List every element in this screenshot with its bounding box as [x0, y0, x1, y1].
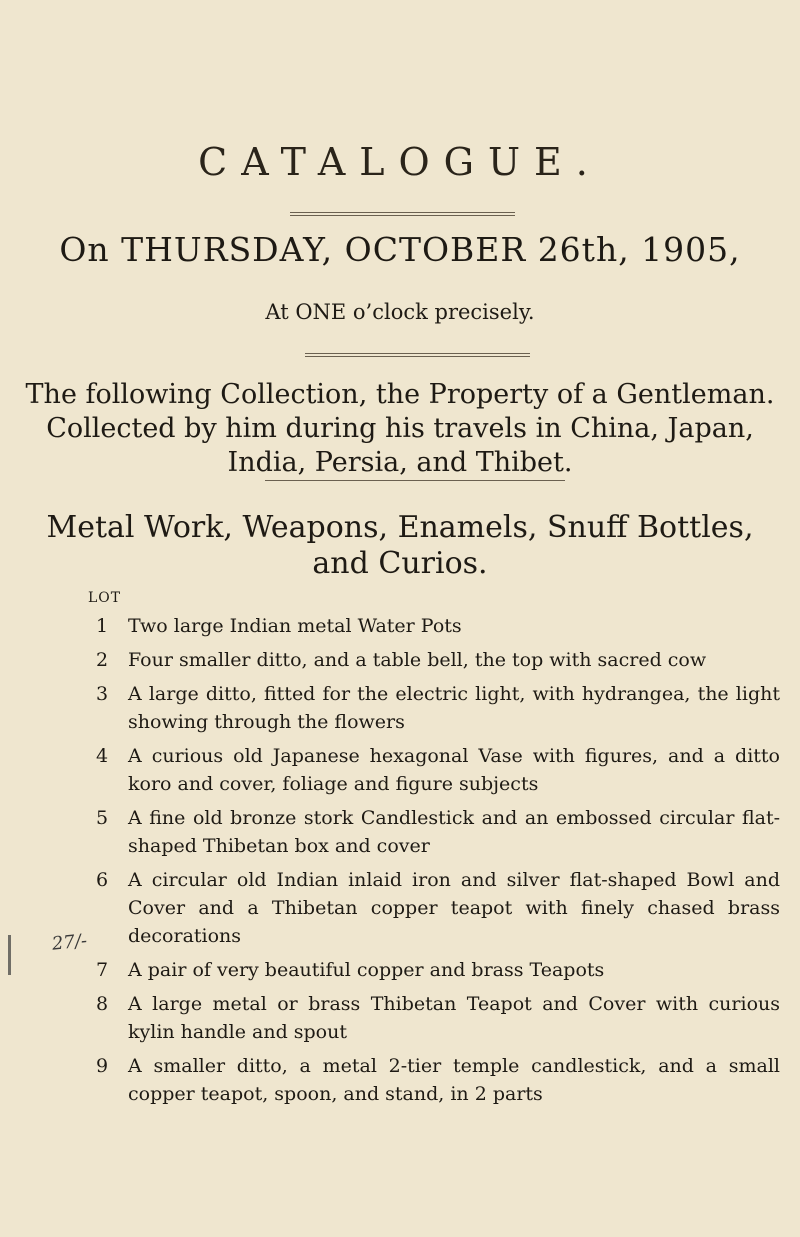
handwritten-margin-note: 27/-	[50, 930, 89, 955]
lot-item	[0, 956, 800, 984]
sale-date: On THURSDAY, OCTOBER 26th, 1905,	[59, 230, 741, 269]
lot-list	[0, 612, 800, 1114]
lot-item	[0, 646, 800, 674]
lot-description: A circular old Indian inlaid iron and silver flat-shaped Bowl and Cover and a Thibetan copper teapot with finely chased brass decorations	[128, 869, 780, 947]
lot-description: Two large Indian metal Water Pots	[128, 615, 462, 637]
lot-number: 7	[95, 959, 109, 981]
lot-description: A large metal or brass Thibetan Teapot and Cover with curious kylin handle and spout	[128, 993, 780, 1043]
lot-item	[0, 990, 800, 1046]
sale-time: At ONE o’clock precisely.	[265, 300, 535, 324]
lot-item	[0, 1052, 800, 1108]
divider-rule	[305, 353, 530, 357]
divider-rule	[265, 480, 565, 481]
section-heading-line: Metal Work, Weapons, Enamels, Snuff Bottles,	[46, 510, 754, 545]
catalogue-title: CATALOGUE.	[198, 140, 602, 184]
lot-number: 8	[95, 993, 109, 1015]
lot-description: A smaller ditto, a metal 2-tier temple candlestick, and a small copper teapot, spoon, and stand, in 2 parts	[128, 1055, 780, 1105]
lot-number: 5	[95, 807, 109, 829]
lot-item	[0, 866, 800, 950]
lot-description: A large ditto, fitted for the electric light, with hydrangea, the light showing through the flowers	[128, 683, 780, 733]
lot-item	[0, 742, 800, 798]
lot-item	[0, 680, 800, 736]
intro-line: The following Collection, the Property of a Gentleman.	[25, 379, 775, 410]
lot-number: 3	[95, 683, 109, 705]
lot-item	[0, 612, 800, 640]
divider-rule	[290, 212, 515, 216]
lot-number: 1	[95, 615, 109, 637]
lot-number: 6	[95, 869, 109, 891]
lot-number: 9	[95, 1055, 109, 1077]
lot-number: 2	[95, 649, 109, 671]
lot-number: 4	[95, 745, 109, 767]
section-heading-line: and Curios.	[312, 546, 488, 581]
collection-intro	[0, 378, 800, 480]
lot-description: A pair of very beautiful copper and brass Teapots	[128, 959, 605, 981]
lot-item	[0, 804, 800, 860]
lot-description: A curious old Japanese hexagonal Vase with figures, and a ditto koro and cover, foliage and figure subjects	[128, 745, 780, 795]
section-heading	[0, 510, 800, 582]
lot-column-header: LOT	[88, 590, 122, 606]
intro-line: India, Persia, and Thibet.	[227, 447, 573, 478]
lot-description: A fine old bronze stork Candlestick and an embossed circular flat-shaped Thibetan box and cover	[128, 807, 780, 857]
intro-line: Collected by him during his travels in China, Japan,	[46, 413, 754, 444]
lot-description: Four smaller ditto, and a table bell, the top with sacred cow	[128, 649, 707, 671]
